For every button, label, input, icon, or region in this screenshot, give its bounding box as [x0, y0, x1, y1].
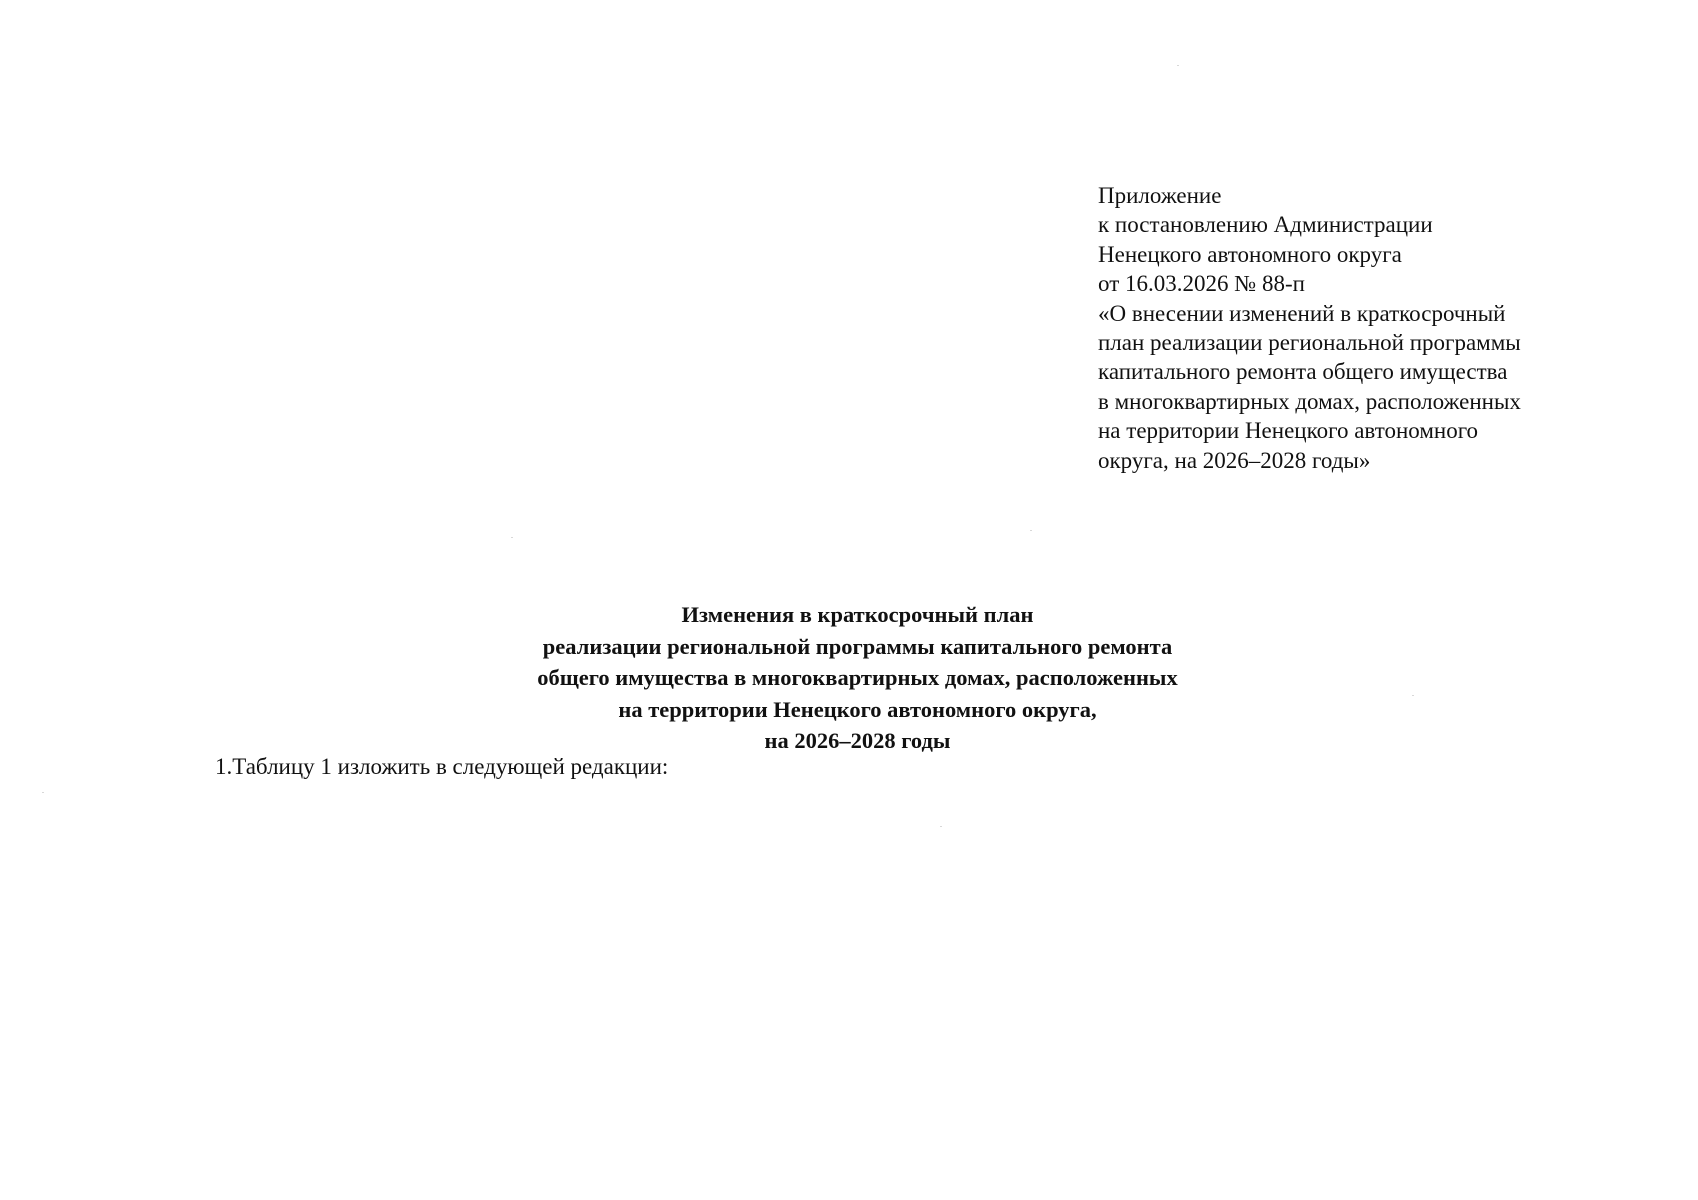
- title-line-4: на территории Ненецкого автономного округа,: [618, 696, 1097, 722]
- appendix-line-1: Приложение: [1098, 183, 1222, 208]
- title-line-2: реализации региональной программы капитального ремонта: [542, 633, 1173, 659]
- document-title: [360, 599, 1355, 757]
- instruction-paragraph: 1.Таблицу 1 изложить в следующей редакции:: [215, 754, 669, 779]
- appendix-line-10: округа, на 2026–2028 годы»: [1098, 447, 1371, 473]
- appendix-line-5: «О внесении изменений в краткосрочный: [1098, 300, 1506, 326]
- appendix-header: [1098, 181, 1658, 475]
- appendix-line-2: к постановлению Администрации: [1098, 212, 1433, 238]
- scan-speck: [42, 792, 44, 793]
- title-line-3: общего имущества в многоквартирных домах, расположенных: [537, 665, 1178, 690]
- scan-speck: [1030, 530, 1032, 531]
- appendix-line-7: капитального ремонта общего имущества: [1098, 359, 1508, 385]
- scan-speck: [1412, 695, 1414, 696]
- appendix-line-6: план реализации региональной программы: [1098, 330, 1521, 356]
- appendix-line-9: на территории Ненецкого автономного: [1098, 418, 1479, 444]
- scan-speck: [940, 826, 942, 827]
- title-line-5: на 2026–2028 годы: [764, 728, 951, 753]
- scan-speck: [1177, 65, 1179, 66]
- appendix-line-3: Ненецкого автономного округа: [1098, 241, 1402, 267]
- title-line-1: Изменения в краткосрочный план: [681, 602, 1034, 627]
- appendix-line-8: в многоквартирных домах, расположенных: [1098, 388, 1521, 414]
- scan-speck: [511, 537, 513, 538]
- appendix-date-number: от 16.03.2026 № 88-п: [1098, 271, 1305, 297]
